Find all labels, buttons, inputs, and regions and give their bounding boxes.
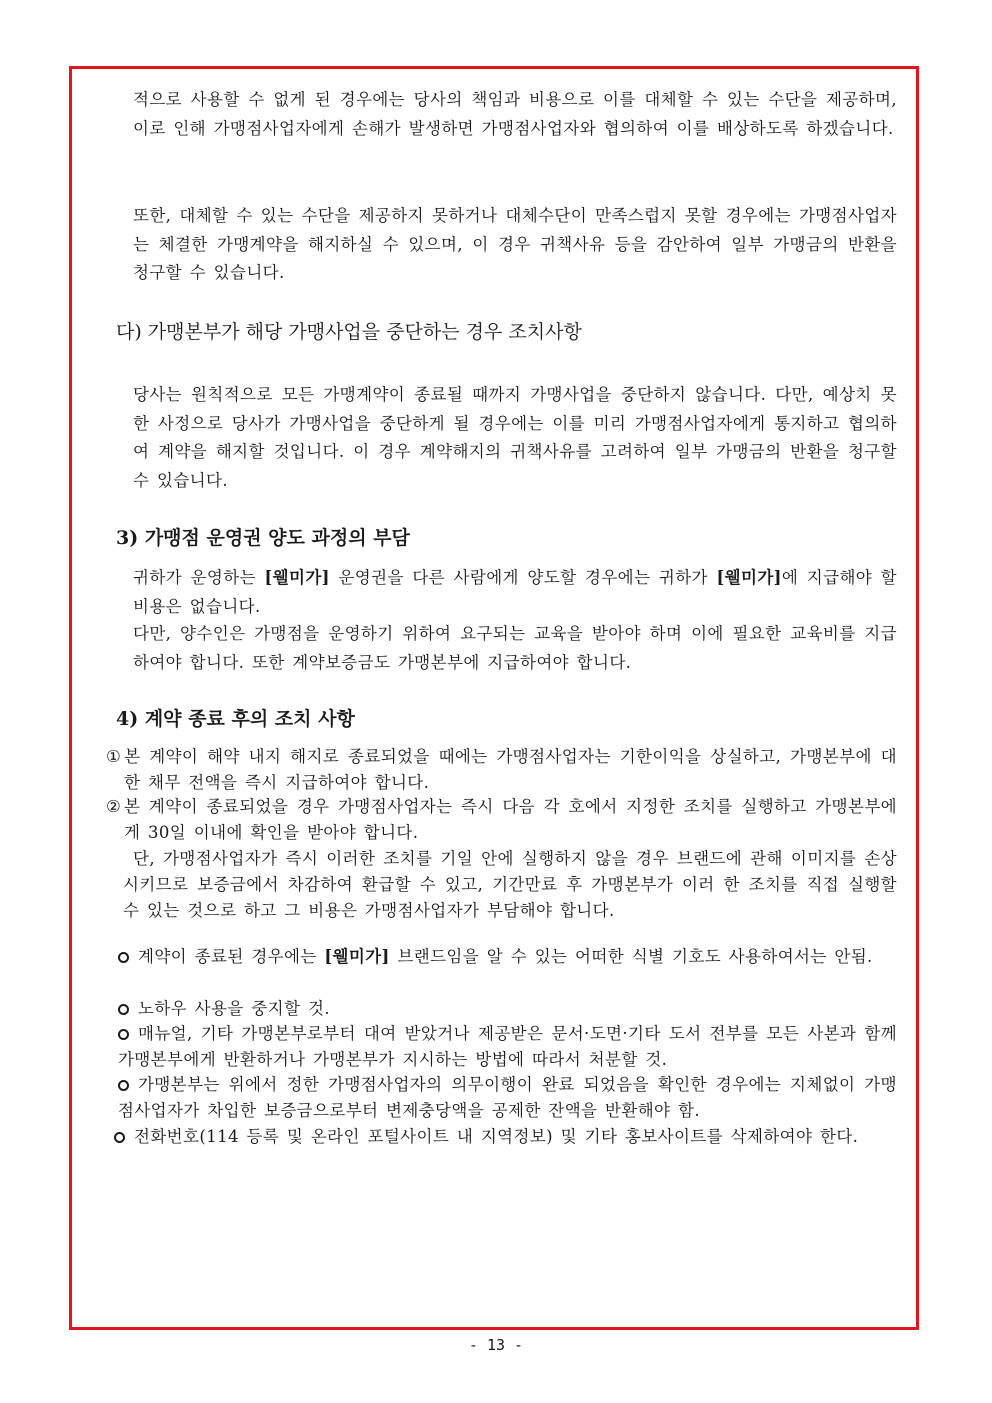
circle-bullet-icon [118, 1080, 129, 1091]
list-item: ② 본 계약이 종료되었을 경우 가맹점사업자는 즉시 다음 각 호에서 지정한 조치를 실행하고 가맹본부에게 30일 이내에 확인을 받아야 합니다. [106, 797, 897, 842]
brand-name: [웰미가] [264, 568, 330, 587]
paragraph-note: 단, 가맹점사업자가 즉시 이러한 조치를 기일 안에 실행하지 않을 경우 브랜드에 관해 이미지를 손상시키므로 보증금에서 차감하여 환급할 수 있고, 기간만료 후 가맹본부가 이러 한 조치를 직접 실행할 수 있는 것으로 하고 그 비용은 가맹점사업자가 부담해야 합니다. [123, 849, 897, 920]
circle-bullet-icon [118, 1004, 129, 1015]
circle-bullet-icon [118, 1029, 129, 1040]
heading-franchise-suspension: 다) 가맹본부가 해당 가맹사업을 중단하는 경우 조치사항 [116, 321, 582, 343]
page-number: - 13 - [468, 1336, 524, 1354]
circle-bullet-icon [118, 952, 129, 963]
heading-post-termination: 4) 계약 종료 후의 조치 사항 [116, 708, 355, 730]
bullet-item: 노하우 사용을 중지할 것. [118, 996, 897, 1022]
list-item: ① 본 계약이 해약 내지 해지로 종료되었을 때에는 가맹점사업자는 기한이익을 상실하고, 가맹본부에 대한 채무 전액을 즉시 지급하여야 합니다. [106, 747, 897, 792]
brand-name: [웰미가] [716, 568, 782, 587]
bullet-item: 가맹본부는 위에서 정한 가맹점사업자의 의무이행이 완료 되었음을 확인한 경우에는 지체없이 가맹점사업자가 차입한 보증금으로부터 변제충당액을 공제한 잔액을 반환해야 함. [118, 1075, 897, 1120]
circle-bullet-icon [114, 1132, 125, 1143]
paragraph-transferee-education: 다만, 양수인은 가맹점을 운영하기 위하여 요구되는 교육을 받아야 하며 이에 필요한 교육비를 지급하여야 합니다. 또한 계약보증금도 가맹본부에 지급하여야 합니다. [133, 624, 897, 672]
paragraph-substitute-means: 적으로 사용할 수 없게 된 경우에는 당사의 책임과 비용으로 이를 대체할 수 있는 수단을 제공하며, 이로 인해 가맹점사업자에게 손해가 발생하면 가맹점사업자와 협의하여 이를 배상하도록 하겠습니다. [133, 90, 897, 138]
paragraph-contract-termination-right: 또한, 대체할 수 있는 수단을 제공하지 못하거나 대체수단이 만족스럽지 못할 경우에는 가맹점사업자는 체결한 가맹계약을 해지하실 수 있으며, 이 경우 귀책사유 등을 감안하여 일부 가맹금의 반환을 청구할 수 있습니다. [133, 206, 897, 282]
brand-name: [웰미가] [324, 947, 390, 966]
paragraph-franchise-suspension: 당사는 원칙적으로 모든 가맹계약이 종료될 때까지 가맹사업을 중단하지 않습니다. 다만, 예상치 못한 사정으로 당사가 가맹사업을 중단하게 될 경우에는 이를 미리 가맹점사업자에게 통지하고 협의하여 계약을 해지할 것입니다. 이 경우 계약해지의 귀책사유를 고려하여 일부 가맹금의 반환을 청구할 수 있습니다. [133, 385, 897, 490]
paragraph-transfer-cost: 귀하가 운영하는 [웰미가] 운영권을 다른 사람에게 양도할 경우에는 귀하가 [웰미가]에 지급해야 할 비용은 없습니다. [133, 568, 898, 616]
bullet-item: 전화번호(114 등록 및 온라인 포털사이트 내 지역정보) 및 기타 홍보사이트를 삭제하여야 한다. [114, 1124, 897, 1150]
bullet-item: 매뉴얼, 기타 가맹본부로부터 대여 받았거나 제공받은 문서·도면·기타 도서 전부를 모든 사본과 함께 가맹본부에게 반환하거나 가맹본부가 지시하는 방법에 따라서 처분할 것. [118, 1024, 897, 1069]
heading-transfer-burden: 3) 가맹점 운영권 양도 과정의 부담 [116, 527, 410, 549]
bullet-item: 계약이 종료된 경우에는 [웰미가] 브랜드임을 알 수 있는 어떠한 식별 기호도 사용하여서는 안됨. [118, 944, 897, 970]
